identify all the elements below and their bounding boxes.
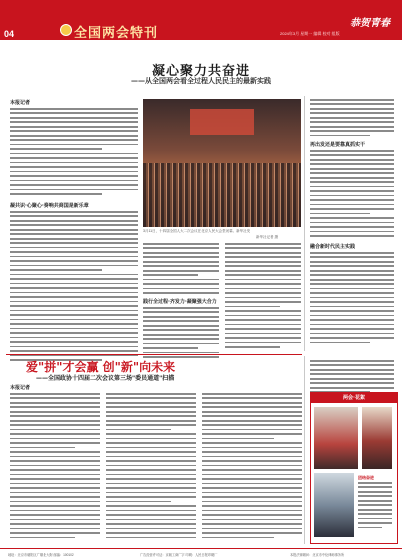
right-body-b bbox=[310, 150, 394, 240]
photo-caption: 3月11日，十四届全国人大二次会议在北京人民大会堂闭幕。新华社发 bbox=[143, 229, 251, 233]
right-body-c bbox=[310, 252, 394, 346]
main-headline: 凝心聚力共奋进 bbox=[151, 64, 250, 79]
crowd-area bbox=[143, 163, 301, 227]
feature-subheadline: ——全国政协十四届二次会议第三场"委员通道"扫描 bbox=[36, 375, 175, 382]
photo-credit: 新华社记者 摄 bbox=[256, 235, 278, 239]
center-body-b bbox=[143, 307, 219, 361]
section-title: 全国两会特刊 bbox=[74, 26, 159, 41]
sidebar-label: 两会·花絮 bbox=[311, 393, 397, 403]
page-header bbox=[0, 0, 402, 40]
right-subhead-1: 再出发还是要靠真抓实干 bbox=[310, 142, 366, 148]
national-emblem-icon bbox=[60, 24, 72, 36]
right-body-d bbox=[310, 360, 394, 396]
sidebar-photo-3 bbox=[314, 473, 354, 537]
main-subheadline: ——从全国两会看全过程人民民主的最新实践 bbox=[131, 77, 271, 85]
center-body-c bbox=[225, 243, 301, 351]
left-body-mid bbox=[10, 211, 138, 363]
sidebar-divider bbox=[304, 356, 305, 544]
newspaper-logo: 恭贺青春 bbox=[350, 18, 390, 29]
header-meta: 2024年3月 星期一 编辑 校对 组版 bbox=[280, 31, 340, 36]
page-number: 04 bbox=[4, 29, 15, 39]
feature-byline: 本报记者 bbox=[10, 385, 31, 391]
center-body-a bbox=[143, 243, 219, 297]
left-body-top bbox=[10, 108, 138, 198]
center-subhead: 践行全过程·齐发力·凝聚强大合力 bbox=[143, 299, 217, 305]
right-subhead-2: 融合新时代民主实践 bbox=[310, 244, 356, 250]
sidebar-photo-2 bbox=[362, 407, 392, 469]
page-footer bbox=[0, 548, 402, 559]
footer-legal: 本报法律顾问：北京市中伦律师事务所 bbox=[290, 553, 345, 557]
feature-body-a bbox=[10, 393, 100, 541]
right-body-a bbox=[310, 99, 394, 139]
column-divider bbox=[304, 96, 305, 351]
feature-top-rule bbox=[6, 354, 302, 355]
stage-area bbox=[190, 109, 253, 135]
footer-license: 广告经营许可证：京朝工商广字 印刷：人民日报印刷厂 bbox=[140, 553, 218, 557]
feature-headline: 爱"拼"才会赢 创"新"向未来 bbox=[26, 360, 176, 374]
sidebar-caption bbox=[358, 482, 392, 531]
session-photo bbox=[143, 99, 301, 227]
feature-body-c bbox=[202, 393, 302, 541]
sidebar-photo-1 bbox=[314, 407, 358, 469]
feature-body-b bbox=[106, 393, 196, 541]
left-byline: 本报记者 bbox=[10, 100, 31, 106]
sidebar-caption-title: 团结奋进 bbox=[358, 475, 374, 480]
left-subhead: 凝共识·心聚心·奏响共商国是新乐章 bbox=[10, 203, 89, 209]
footer-address: 地址：北京市朝阳区广顺北大街 邮编：100102 bbox=[8, 553, 74, 557]
